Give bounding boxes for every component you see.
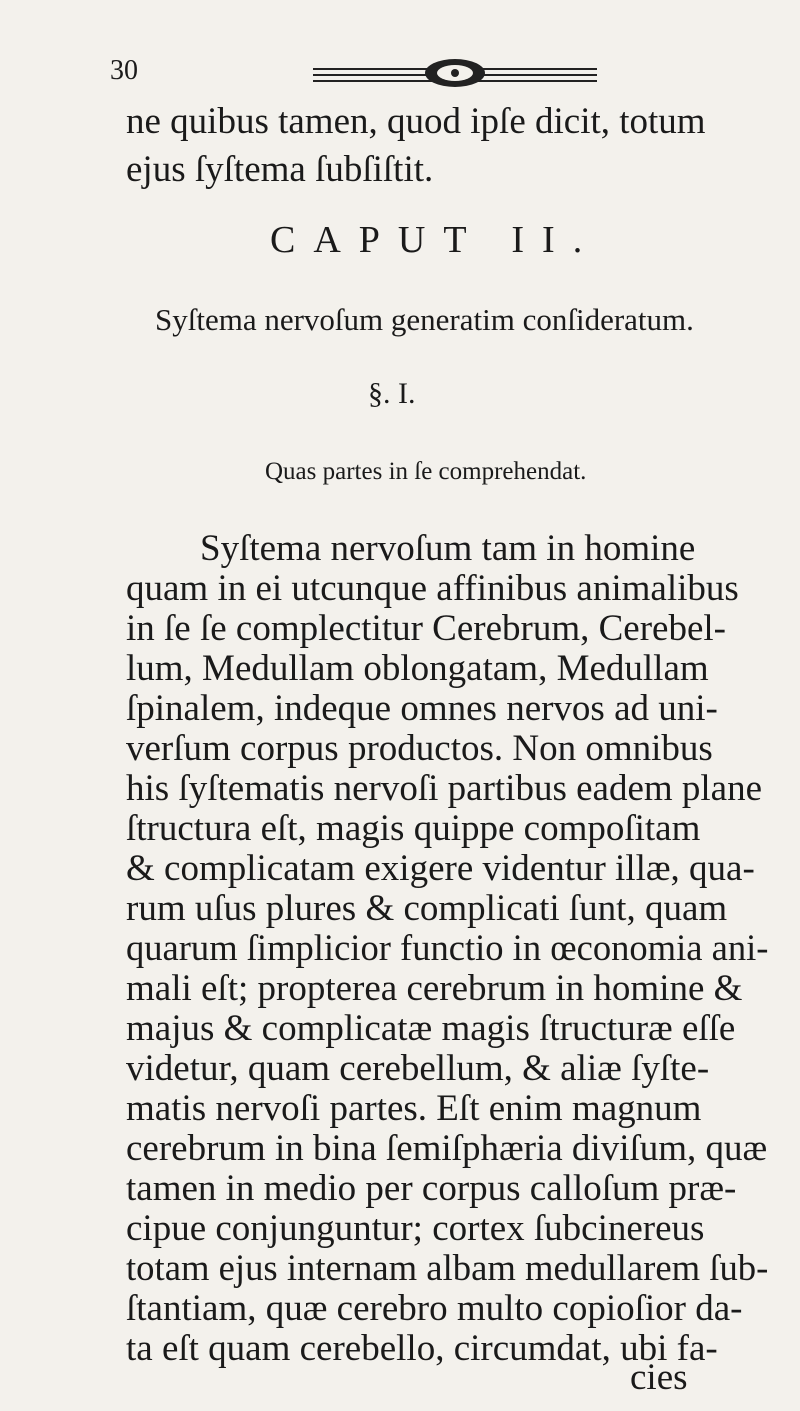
body-line: rum uſus plures & complicati ſunt, quam [126,888,728,929]
section-mark: §. I. [368,377,416,410]
text-line: ne quibus tamen, quod ipſe dicit, totum [126,101,706,142]
body-line: verſum corpus productos. Non omnibus [126,728,713,769]
body-line: in ſe ſe complectitur Cerebrum, Cerebel- [126,608,726,649]
body-line: ſtantiam, quæ cerebro multo copioſior da- [126,1288,743,1329]
body-line: ta eſt quam cerebello, circumdat, ubi fa- [126,1328,718,1369]
body-line: majus & complicatæ magis ſtructuræ eſſe [126,1008,736,1049]
page-number: 30 [110,55,138,86]
body-line: & complicatam exigere videntur illæ, qua- [126,848,755,889]
catchword: cies [630,1357,688,1398]
header-ornament [305,55,605,95]
body-line: videtur, quam cerebellum, & aliæ ſyſte- [126,1048,710,1089]
section-title: Quas partes in ſe comprehendat. [265,458,587,485]
body-line: cerebrum in bina ſemiſphæria diviſum, quæ [126,1128,768,1169]
body-line: his ſyſtematis nervoſi partibus eadem plane [126,768,763,809]
body-line: lum, Medullam oblongatam, Medullam [126,648,709,689]
body-line: quam in ei utcunque affinibus animalibus [126,568,739,609]
chapter-heading: CAPUT II. [270,219,601,261]
body-line: ſtructura eſt, magis quippe compoſitam [126,808,701,849]
body-line: totam ejus internam albam medullarem ſub- [126,1248,769,1289]
body-line: ſpinalem, indeque omnes nervos ad uni- [126,688,718,729]
body-line: cipue conjunguntur; cortex ſubcinereus [126,1208,705,1249]
body-line: tamen in medio per corpus calloſum præ- [126,1168,737,1209]
body-line: mali eſt; propterea cerebrum in homine & [126,968,743,1009]
body-line: quarum ſimplicior functio in œconomia ani- [126,928,769,969]
text-line: ejus ſyſtema ſubſiſtit. [126,149,434,190]
body-line: Syſtema nervoſum tam in homine [200,528,696,569]
body-line: matis nervoſi partes. Eſt enim magnum [126,1088,702,1129]
chapter-subtitle: Syſtema nervoſum generatim conſideratum. [155,302,694,337]
